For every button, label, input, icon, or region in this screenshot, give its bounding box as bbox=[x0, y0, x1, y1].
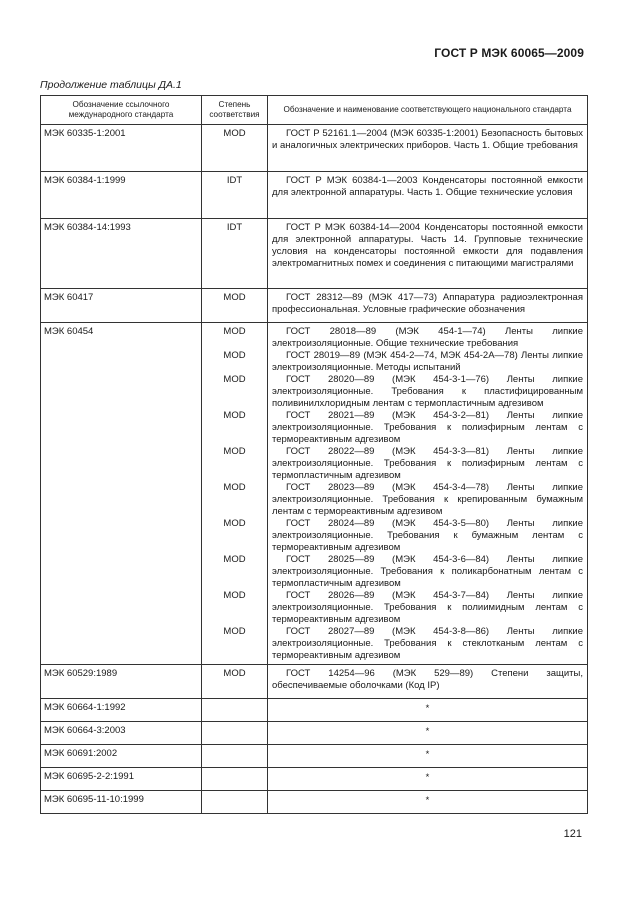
national-standard-entry: ГОСТ 28023—89 (МЭК 454-3-4—78) Ленты липкие электроизоляционные. Требования к крепированным бумажным лентам с термореактивным адгезивом bbox=[272, 482, 583, 517]
national-standard-entry: ГОСТ 28025—89 (МЭК 454-3-6—84) Ленты липкие электроизоляционные. Требования к поликарбонатным лентам с термопластичным адгезивом bbox=[272, 554, 583, 589]
reference-standards-table bbox=[40, 95, 588, 814]
degree-entry: MOD bbox=[223, 374, 246, 385]
degree-cell bbox=[202, 791, 268, 814]
national-standard-text: ГОСТ Р МЭК 60384-14—2004 Конденсаторы постоянной емкости для электронной аппаратуры. Часть 14. Групповые технические условия на конденсаторы постоянной емкости для подавления электромагнитных помех и соединения с питающими магистралями bbox=[272, 222, 583, 269]
table-row bbox=[41, 791, 588, 814]
national-standard-entry: ГОСТ 28024—89 (МЭК 454-3-5—80) Ленты липкие электроизоляционные. Требования к бумажным лентам с термореактивным адгезивом bbox=[272, 518, 583, 553]
national-standard-entry: ГОСТ 28022—89 (МЭК 454-3-3—81) Ленты липкие электроизоляционные. Требования к полиэфирным лентам с термопластичным адгезивом bbox=[272, 446, 583, 481]
table-row bbox=[41, 125, 588, 172]
national-standard-entry: ГОСТ 28026—89 (МЭК 454-3-7—84) Ленты липкие электроизоляционные. Требования к полиимидным лентам с термореактивным адгезивом bbox=[272, 590, 583, 625]
reference-cell: МЭК 60454 bbox=[41, 323, 202, 665]
degree-entry: MOD bbox=[223, 554, 246, 565]
national-standard-text: ГОСТ 28312—89 (МЭК 417—73) Аппаратура радиоэлектронная профессиональная. Условные графические обозначения bbox=[272, 292, 583, 315]
national-standard-cell-group bbox=[268, 323, 588, 665]
degree-cell: IDT bbox=[202, 172, 268, 219]
degree-cell bbox=[202, 722, 268, 745]
national-standard-cell: * bbox=[268, 722, 588, 745]
column-header-reference: Обозначение ссылочного международного стандарта bbox=[41, 96, 202, 125]
degree-entry: MOD bbox=[223, 350, 246, 361]
national-standard-cell bbox=[268, 172, 588, 219]
table-row bbox=[41, 768, 588, 791]
reference-cell: МЭК 60335-1:2001 bbox=[41, 125, 202, 172]
table-row bbox=[41, 172, 588, 219]
national-standard-cell: * bbox=[268, 699, 588, 722]
degree-entry: MOD bbox=[223, 410, 246, 421]
degree-cell: MOD bbox=[202, 665, 268, 699]
degree-cell: IDT bbox=[202, 219, 268, 289]
national-standard-entry: ГОСТ 28021—89 (МЭК 454-3-2—81) Ленты липкие электроизоляционные. Требования к полиэфирным лентам с термореактивным адгезивом bbox=[272, 410, 583, 445]
degree-cell: MOD bbox=[202, 125, 268, 172]
degree-entry: MOD bbox=[223, 590, 246, 601]
national-standard-entry: ГОСТ 28027—89 (МЭК 454-3-8—86) Ленты липкие электроизоляционные. Требования к стеклотканым лентам с термореактивным адгезивом bbox=[272, 626, 583, 661]
degree-entry: MOD bbox=[223, 626, 246, 637]
table-caption: Продолжение таблицы ДА.1 bbox=[40, 79, 182, 91]
reference-cell: МЭК 60664-1:1992 bbox=[41, 699, 202, 722]
national-standard-cell: * bbox=[268, 768, 588, 791]
national-standard-cell: * bbox=[268, 791, 588, 814]
page-number: 121 bbox=[563, 828, 582, 840]
national-standard-cell bbox=[268, 289, 588, 323]
national-standard-cell bbox=[268, 219, 588, 289]
document-code-header: ГОСТ Р МЭК 60065—2009 bbox=[434, 46, 584, 60]
national-standard-entry: ГОСТ 28018—89 (МЭК 454-1—74) Ленты липкие электроизоляционные. Общие технические требования bbox=[272, 326, 583, 349]
column-header-degree: Степень соответствия bbox=[202, 96, 268, 125]
reference-cell: МЭК 60529:1989 bbox=[41, 665, 202, 699]
national-standard-cell: * bbox=[268, 745, 588, 768]
reference-cell: МЭК 60691:2002 bbox=[41, 745, 202, 768]
national-standard-entry: ГОСТ 28020—89 (МЭК 454-3-1—76) Ленты липкие электроизоляционные. Требования к пластифицированным поливинилхлоридным лентам с термопластичным адгезивом bbox=[272, 374, 583, 409]
national-standard-text: ГОСТ Р 52161.1—2004 (МЭК 60335-1:2001) Безопасность бытовых и аналогичных электрических приборов. Часть 1. Общие требования bbox=[272, 128, 583, 151]
table-row-group bbox=[41, 323, 588, 665]
table-row bbox=[41, 722, 588, 745]
reference-cell: МЭК 60384-1:1999 bbox=[41, 172, 202, 219]
national-standard-cell bbox=[268, 665, 588, 699]
reference-cell: МЭК 60417 bbox=[41, 289, 202, 323]
table-header-row bbox=[41, 96, 588, 125]
degree-cell bbox=[202, 768, 268, 791]
national-standard-entry: ГОСТ 28019—89 (МЭК 454-2—74, МЭК 454-2А—78) Ленты липкие электроизоляционные. Методы испытаний bbox=[272, 350, 583, 373]
table-row bbox=[41, 745, 588, 768]
degree-cell bbox=[202, 699, 268, 722]
national-standard-text: ГОСТ 14254—96 (МЭК 529—89) Степени защиты, обеспечиваемые оболочками (Код IP) bbox=[272, 668, 583, 691]
degree-cell bbox=[202, 745, 268, 768]
reference-cell: МЭК 60695-2-2:1991 bbox=[41, 768, 202, 791]
degree-cell: MOD bbox=[202, 289, 268, 323]
degree-cell-group bbox=[202, 323, 268, 665]
national-standard-text: ГОСТ Р МЭК 60384-1—2003 Конденсаторы постоянной емкости для электронной аппаратуры. Часть 1. Общие технические условия bbox=[272, 175, 583, 198]
table-row bbox=[41, 219, 588, 289]
reference-cell: МЭК 60384-14:1993 bbox=[41, 219, 202, 289]
degree-entry: MOD bbox=[223, 326, 246, 337]
national-standard-cell bbox=[268, 125, 588, 172]
reference-cell: МЭК 60695-11-10:1999 bbox=[41, 791, 202, 814]
reference-cell: МЭК 60664-3:2003 bbox=[41, 722, 202, 745]
degree-entry: MOD bbox=[223, 482, 246, 493]
table-row bbox=[41, 289, 588, 323]
column-header-national: Обозначение и наименование соответствующего национального стандарта bbox=[268, 96, 588, 125]
table-row bbox=[41, 665, 588, 699]
degree-entry: MOD bbox=[223, 446, 246, 457]
table-row bbox=[41, 699, 588, 722]
degree-entry: MOD bbox=[223, 518, 246, 529]
